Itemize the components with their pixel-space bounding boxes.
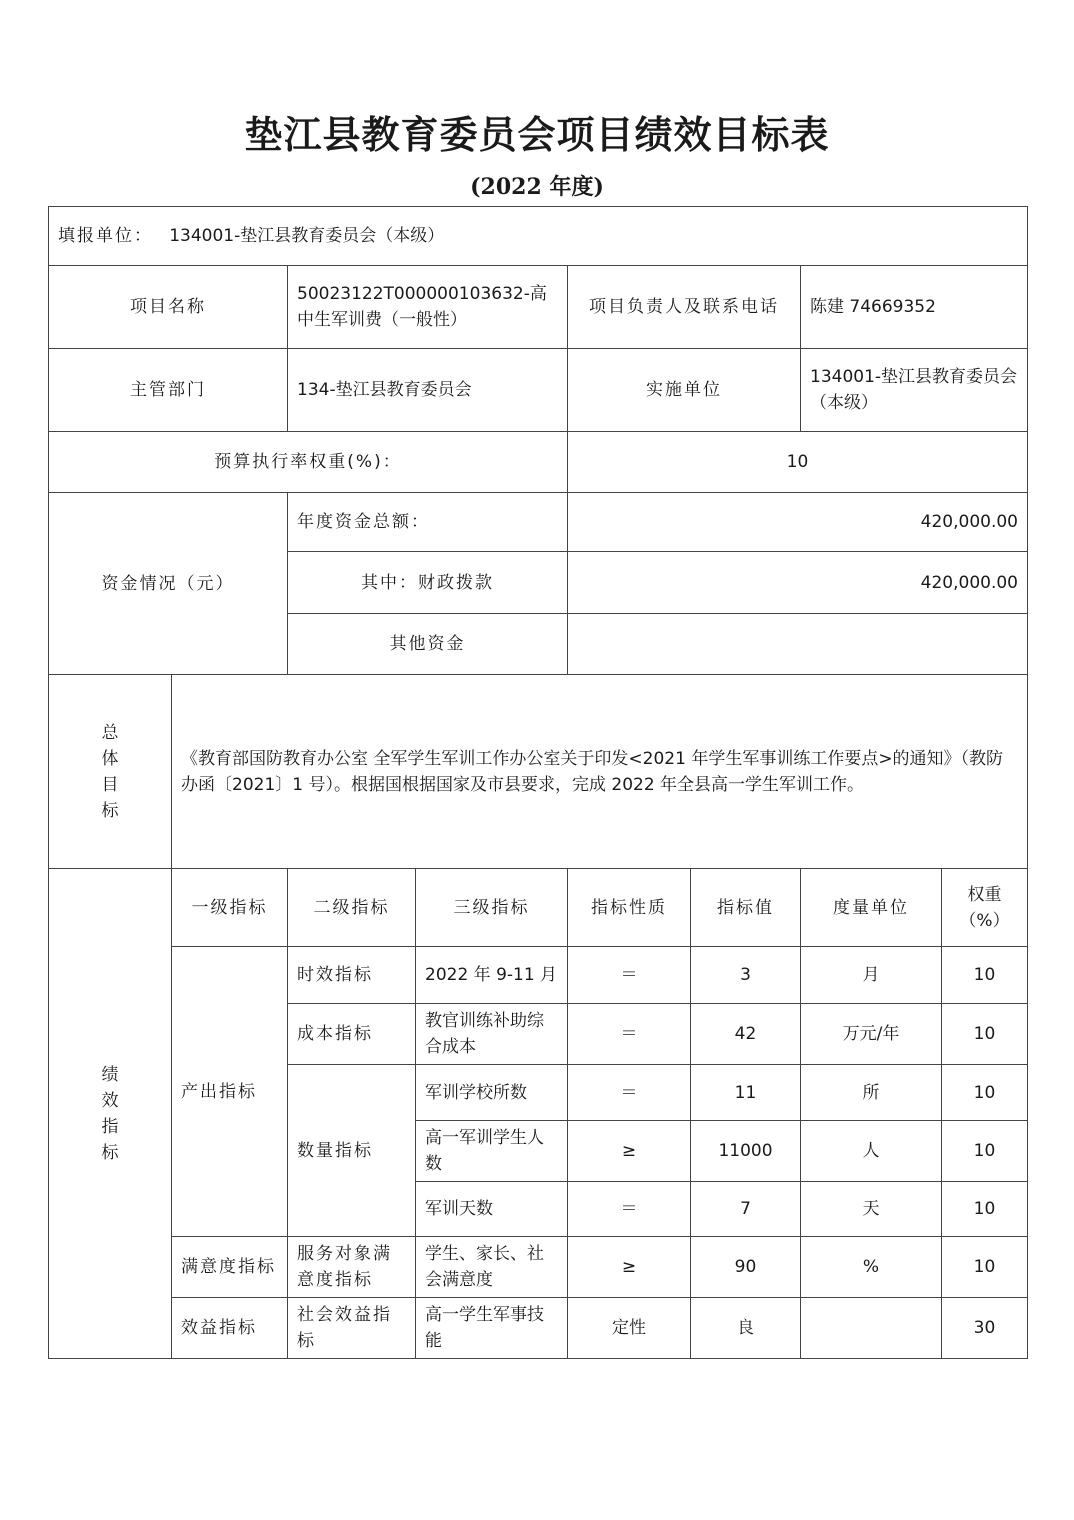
weight-cell: 10 — [942, 1237, 1028, 1298]
header-level1: 一级指标 — [172, 869, 288, 947]
implementing-unit-value: 134001-垫江县教育委员会（本级） — [801, 349, 1028, 432]
funds-fiscal-value: 420,000.00 — [568, 552, 1028, 614]
supervising-dept-value: 134-垫江县教育委员会 — [288, 349, 568, 432]
header-nature: 指标性质 — [568, 869, 691, 947]
level3-cell: 高一军训学生人数 — [416, 1121, 568, 1182]
budget-weight-value: 10 — [568, 432, 1028, 493]
project-contact-label: 项目负责人及联系电话 — [568, 266, 801, 349]
nature-cell: ＝ — [568, 1065, 691, 1121]
header-unit: 度量单位 — [801, 869, 942, 947]
header-value: 指标值 — [691, 869, 801, 947]
value-cell: 良 — [691, 1298, 801, 1359]
table-row — [49, 947, 1028, 1004]
funds-other-label: 其他资金 — [288, 614, 568, 675]
implementing-unit-label: 实施单位 — [568, 349, 801, 432]
page-title: 垫江县教育委员会项目绩效目标表 — [244, 112, 830, 157]
level3-cell: 军训天数 — [416, 1182, 568, 1237]
nature-cell: ＝ — [568, 1182, 691, 1237]
level2-cost: 成本指标 — [288, 1004, 416, 1065]
unit-cell: 人 — [801, 1121, 942, 1182]
header-level3: 三级指标 — [416, 869, 568, 947]
weight-cell: 10 — [942, 1121, 1028, 1182]
unit-cell — [801, 1298, 942, 1359]
level2-quantity: 数量指标 — [288, 1065, 416, 1237]
level3-cell: 高一学生军事技能 — [416, 1298, 568, 1359]
nature-cell: 定性 — [568, 1298, 691, 1359]
unit-cell: 天 — [801, 1182, 942, 1237]
value-cell: 90 — [691, 1237, 801, 1298]
table-row — [49, 1237, 1028, 1298]
value-cell: 42 — [691, 1004, 801, 1065]
level3-cell: 军训学校所数 — [416, 1065, 568, 1121]
funds-fiscal-label: 其中：财政拨款 — [288, 552, 568, 614]
supervising-dept-label: 主管部门 — [49, 349, 288, 432]
reporting-unit-value: 134001-垫江县教育委员会（本级） — [169, 226, 445, 246]
weight-cell: 10 — [942, 1182, 1028, 1237]
value-cell: 11 — [691, 1065, 801, 1121]
weight-cell: 10 — [942, 1004, 1028, 1065]
level1-satisfaction: 满意度指标 — [172, 1237, 288, 1298]
header-weight: 权重（%） — [942, 869, 1028, 947]
level3-cell: 教官训练补助综合成本 — [416, 1004, 568, 1065]
nature-cell: ＝ — [568, 947, 691, 1004]
weight-cell: 30 — [942, 1298, 1028, 1359]
level3-cell: 学生、家长、社会满意度 — [416, 1237, 568, 1298]
funds-label: 资金情况（元） — [49, 493, 288, 675]
project-name-label: 项目名称 — [49, 266, 288, 349]
overall-goal-label: 总 体 目 标 — [49, 675, 172, 869]
value-cell: 11000 — [691, 1121, 801, 1182]
header-level2: 二级指标 — [288, 869, 416, 947]
level3-cell: 2022 年 9-11 月 — [416, 947, 568, 1004]
unit-cell: 月 — [801, 947, 942, 1004]
weight-cell: 10 — [942, 1065, 1028, 1121]
funds-total-value: 420,000.00 — [568, 493, 1028, 552]
table-row — [49, 1298, 1028, 1359]
page-subtitle: (2022 年度) — [470, 174, 604, 200]
nature-cell: ≥ — [568, 1121, 691, 1182]
performance-indicators-label: 绩 效 指 标 — [49, 869, 172, 1359]
unit-cell: 所 — [801, 1065, 942, 1121]
funds-total-label: 年度资金总额： — [288, 493, 568, 552]
level2-timeliness: 时效指标 — [288, 947, 416, 1004]
unit-cell: % — [801, 1237, 942, 1298]
level1-benefit: 效益指标 — [172, 1298, 288, 1359]
reporting-unit-label: 填报单位： — [58, 226, 153, 246]
nature-cell: ≥ — [568, 1237, 691, 1298]
performance-target-table — [48, 206, 1028, 1359]
level2-social-benefit: 社会效益指标 — [288, 1298, 416, 1359]
weight-cell: 10 — [942, 947, 1028, 1004]
project-contact-value: 陈建 74669352 — [801, 266, 1028, 349]
project-name-value: 50023122T000000103632-高中生军训费（一般性） — [288, 266, 568, 349]
funds-other-value — [568, 614, 1028, 675]
value-cell: 7 — [691, 1182, 801, 1237]
reporting-unit-row — [49, 207, 1028, 266]
overall-goal-text: 《教育部国防教育办公室 全军学生军训工作办公室关于印发<2021 年学生军事训练工作要点>的通知》（教防办函〔2021〕1 号）。根据国根据国家及市县要求，完成 2022 年全县高一学生军训工作。 — [172, 675, 1028, 869]
unit-cell: 万元/年 — [801, 1004, 942, 1065]
nature-cell: ＝ — [568, 1004, 691, 1065]
level1-output: 产出指标 — [172, 947, 288, 1237]
level2-satisfaction: 服务对象满意度指标 — [288, 1237, 416, 1298]
value-cell: 3 — [691, 947, 801, 1004]
budget-weight-label: 预算执行率权重(%)： — [49, 432, 568, 493]
